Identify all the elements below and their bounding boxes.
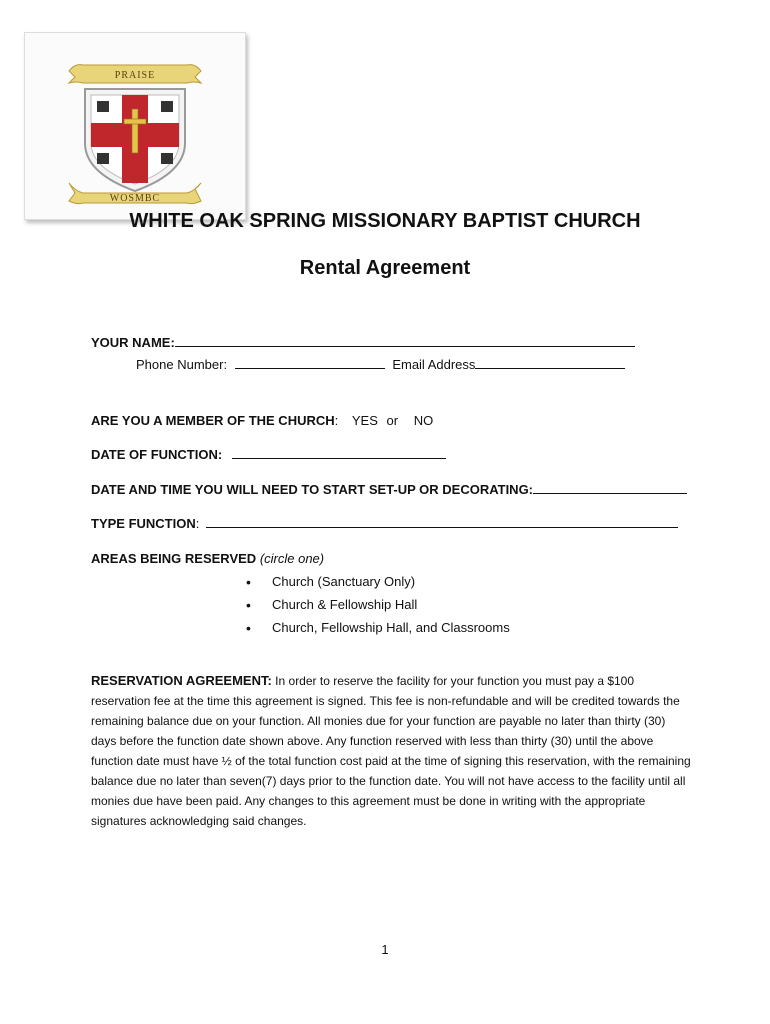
crest-emblem <box>25 33 245 219</box>
phone-blank[interactable] <box>235 357 385 369</box>
member-question <box>91 413 433 428</box>
areas-reserved-heading <box>91 551 324 566</box>
phone-label: Phone Number: <box>136 357 228 372</box>
area-option-classrooms[interactable]: • Church, Fellowship Hall, and Classrooms <box>246 619 510 642</box>
type-function-label: TYPE FUNCTION <box>91 516 196 531</box>
reservation-agreement-text: In order to reserve the facility for your function you must pay a $100 reservation fee at the time this agreement is signed. This fee is non-refundable and will be credited towards the remaining balance due on your function. All monies due for your function are payable no later than thirty (30) days before the function date shown above. Any function reserved with less than thirty (30) until the above function date must have ½ of the total function cost paid at the time of signing this reservation, with the remaining balance due no later than seven(7) days prior to the function date. You will not have access to the facility until all monies due have been paid. Any changes to this agreement must be done in writing with the appropriate signatures acknowledging said changes. <box>91 674 691 828</box>
banner-top-text: PRAISE <box>114 70 156 81</box>
type-function-blank[interactable] <box>206 516 678 528</box>
church-name-title: WHITE OAK SPRING MISSIONARY BAPTIST CHURCH <box>129 210 641 232</box>
phone-email-field <box>136 357 625 372</box>
email-label: Email Address <box>392 357 476 372</box>
member-no-option[interactable]: NO <box>413 413 434 428</box>
member-yes-option[interactable]: YES <box>351 413 378 428</box>
date-of-function-label: DATE OF FUNCTION: <box>91 447 223 462</box>
member-label: ARE YOU A MEMBER OF THE CHURCH <box>91 413 335 428</box>
your-name-blank[interactable] <box>175 335 635 347</box>
area-option-fellowship-hall[interactable]: • Church & Fellowship Hall <box>246 596 510 619</box>
document-subtitle: Rental Agreement <box>299 257 471 279</box>
setup-date-blank[interactable] <box>533 482 687 494</box>
your-name-field <box>91 335 635 350</box>
member-or-text: or <box>386 413 399 428</box>
type-function-colon: : <box>195 516 200 531</box>
member-colon: : <box>334 413 339 428</box>
your-name-label: YOUR NAME: <box>91 335 175 350</box>
page-number: 1 <box>381 942 389 957</box>
date-of-function-field <box>91 447 446 462</box>
date-of-function-blank[interactable] <box>232 447 446 459</box>
email-blank[interactable] <box>475 357 625 369</box>
reservation-agreement-lead: RESERVATION AGREEMENT: <box>91 673 272 688</box>
setup-date-field <box>91 482 687 497</box>
setup-date-label: DATE AND TIME YOU WILL NEED TO START SET-UP OR DECORATING: <box>91 482 534 497</box>
banner-bottom-text: WOSMBC <box>109 193 161 204</box>
church-logo <box>24 32 246 220</box>
areas-reserved-hint: (circle one) <box>259 551 325 566</box>
area-option-sanctuary[interactable]: • Church (Sanctuary Only) <box>246 573 510 596</box>
areas-options-list <box>246 573 510 642</box>
type-function-field <box>91 516 678 531</box>
areas-reserved-label: AREAS BEING RESERVED <box>91 551 257 566</box>
reservation-agreement-paragraph <box>91 671 691 831</box>
